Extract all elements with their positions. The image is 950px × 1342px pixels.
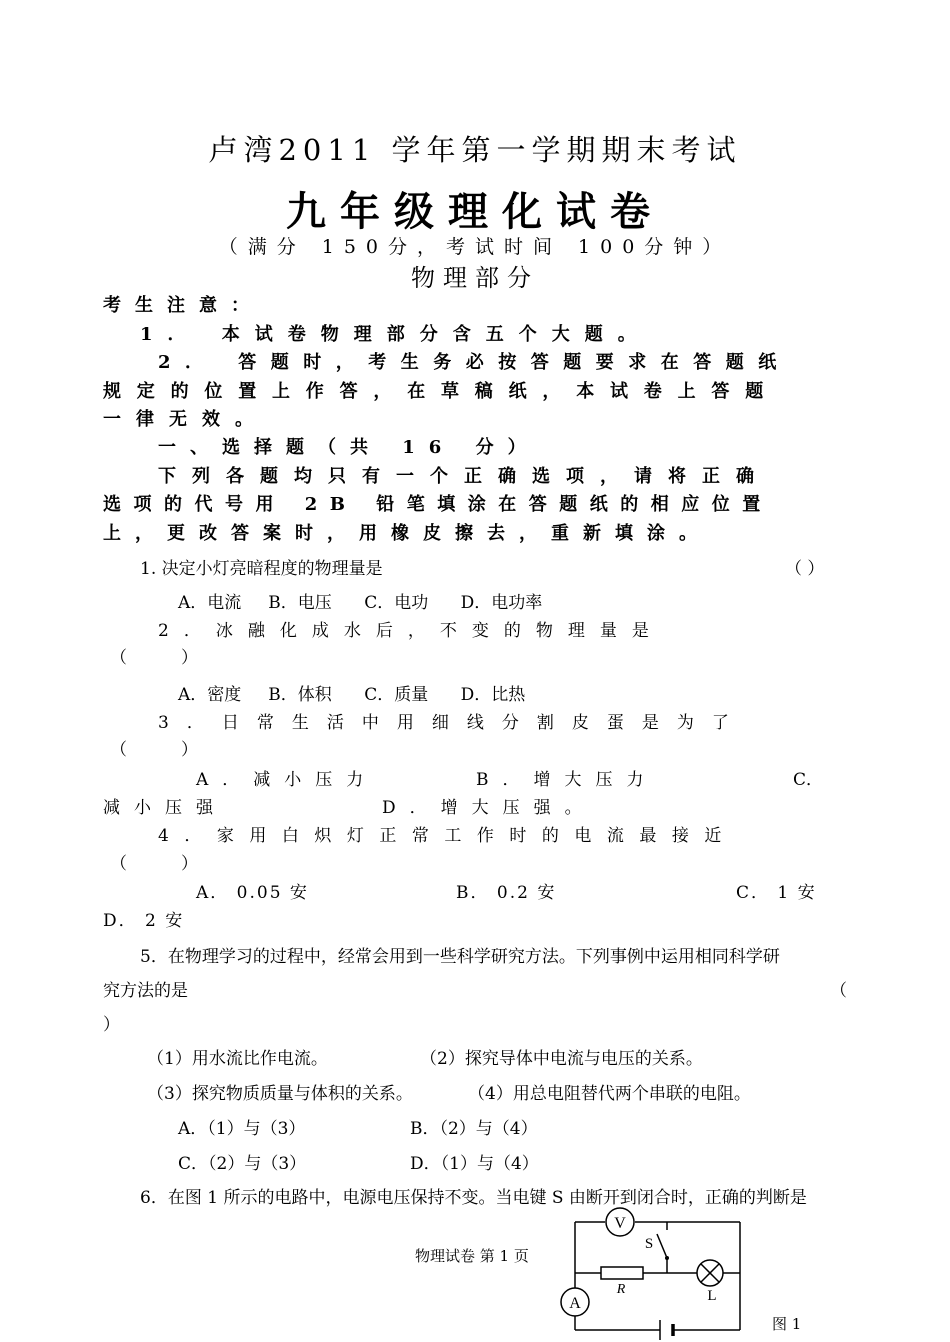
- question-5-bracket-open: （: [830, 981, 847, 1001]
- question-5-case-1: （1）用水流比作电流。: [147, 1049, 328, 1069]
- question-5-stem-cont: 究方法的是: [103, 981, 188, 1001]
- question-4-option-b: B． 0.2 安: [456, 883, 557, 903]
- ammeter-label: A: [569, 1295, 581, 1312]
- question-3-option-b: B．增大压力: [476, 770, 658, 790]
- question-5-stem: 5．在物理学习的过程中，经常会用到一些科学研究方法。下列事例中运用相同科学研: [140, 947, 780, 967]
- notice-item-2: 2． 答题时，考生务必按答题要求在答题纸: [158, 352, 791, 373]
- question-1-options: A．电流 B．电压 C．电功 D．电功率: [178, 593, 543, 613]
- question-3-bracket: （ ）: [110, 740, 199, 760]
- question-5-case-3: （3）探究物质质量与体积的关系。: [147, 1084, 413, 1104]
- notice-item-2-cont: 规定的位置上作答，在草稿纸，本试卷上答题: [103, 381, 779, 402]
- question-4-option-d: D． 2 安: [103, 911, 185, 931]
- question-2-options: A．密度 B．体积 C．质量 D．比热: [178, 685, 526, 705]
- question-6-stem: 6．在图 1 所示的电路中，电源电压保持不变。当电键 S 由断开到闭合时，正确的判断是: [140, 1188, 807, 1208]
- question-5-option-d: D．（1）与（4）: [410, 1154, 539, 1174]
- question-3-option-d: D．增大压强。: [382, 798, 596, 818]
- question-3-option-c: C．: [793, 770, 824, 790]
- question-4-stem: 4．家用白炽灯正常工作时的电流最接近: [158, 826, 737, 846]
- question-5-case-2: （2）探究导体中电流与电压的关系。: [420, 1049, 703, 1069]
- paper-title: 九年级理化试卷: [286, 188, 664, 235]
- question-1-stem: 1. 决定小灯亮暗程度的物理量是: [140, 559, 383, 579]
- switch-lever: [657, 1234, 667, 1258]
- circuit-diagram: [545, 1200, 765, 1342]
- voltmeter-label: V: [614, 1215, 626, 1232]
- battery-icon: [660, 1320, 673, 1340]
- figure-label: 图 1: [772, 1315, 802, 1333]
- question-1-bracket: （ ）: [785, 559, 825, 579]
- question-2-bracket: （ ）: [110, 648, 199, 668]
- exam-title: 卢湾2011 学年第一学期期末考试: [208, 133, 742, 167]
- section-instruction: 下列各题均只有一个正确选项，请将正确: [158, 466, 770, 487]
- page-footer: 物理试卷 第 1 页: [415, 1247, 529, 1265]
- notice-label: 考生注意：: [103, 295, 263, 316]
- section-instruction-end: 上，更改答案时，用橡皮擦去，重新填涂。: [103, 523, 711, 544]
- question-4-bracket: （ ）: [110, 854, 199, 874]
- question-5-bracket-close: ）: [103, 1015, 120, 1035]
- question-3-option-c-text: 减小压强: [103, 798, 227, 818]
- question-2-stem: 2．冰融化成水后，不变的物理量是: [158, 621, 664, 641]
- question-3-stem: 3．日常生活中用细线分割皮蛋是为了: [158, 713, 747, 733]
- resistor-label: R: [616, 1282, 626, 1297]
- question-5-option-c: C．（2）与（3）: [178, 1154, 307, 1174]
- section-instruction-cont: 选项的代号用 2B 铅笔填涂在答题纸的相应位置: [103, 494, 773, 515]
- question-5-case-4: （4）用总电阻替代两个串联的电阻。: [468, 1084, 751, 1104]
- lamp-label: L: [707, 1288, 717, 1304]
- notice-item-1: 1． 本试卷物理部分含五个大题。: [140, 324, 651, 345]
- section-heading: 一、选择题（共 16 分）: [158, 437, 540, 458]
- question-5-option-b: B．（2）与（4）: [410, 1119, 538, 1139]
- question-3-option-a: A．减小压力: [196, 770, 378, 790]
- question-5-option-a: A．（1）与（3）: [178, 1119, 306, 1139]
- switch-label: S: [644, 1236, 654, 1252]
- question-4-option-c: C． 1 安: [736, 883, 817, 903]
- notice-item-2-end: 一律无效。: [103, 409, 268, 430]
- lamp-icon: [697, 1260, 723, 1286]
- section-part-title: 物理部分: [411, 264, 539, 292]
- question-4-option-a: A． 0.05 安: [196, 883, 309, 903]
- resistor: [601, 1267, 643, 1279]
- exam-info: （满分 150分，考试时间 100分钟）: [218, 236, 732, 258]
